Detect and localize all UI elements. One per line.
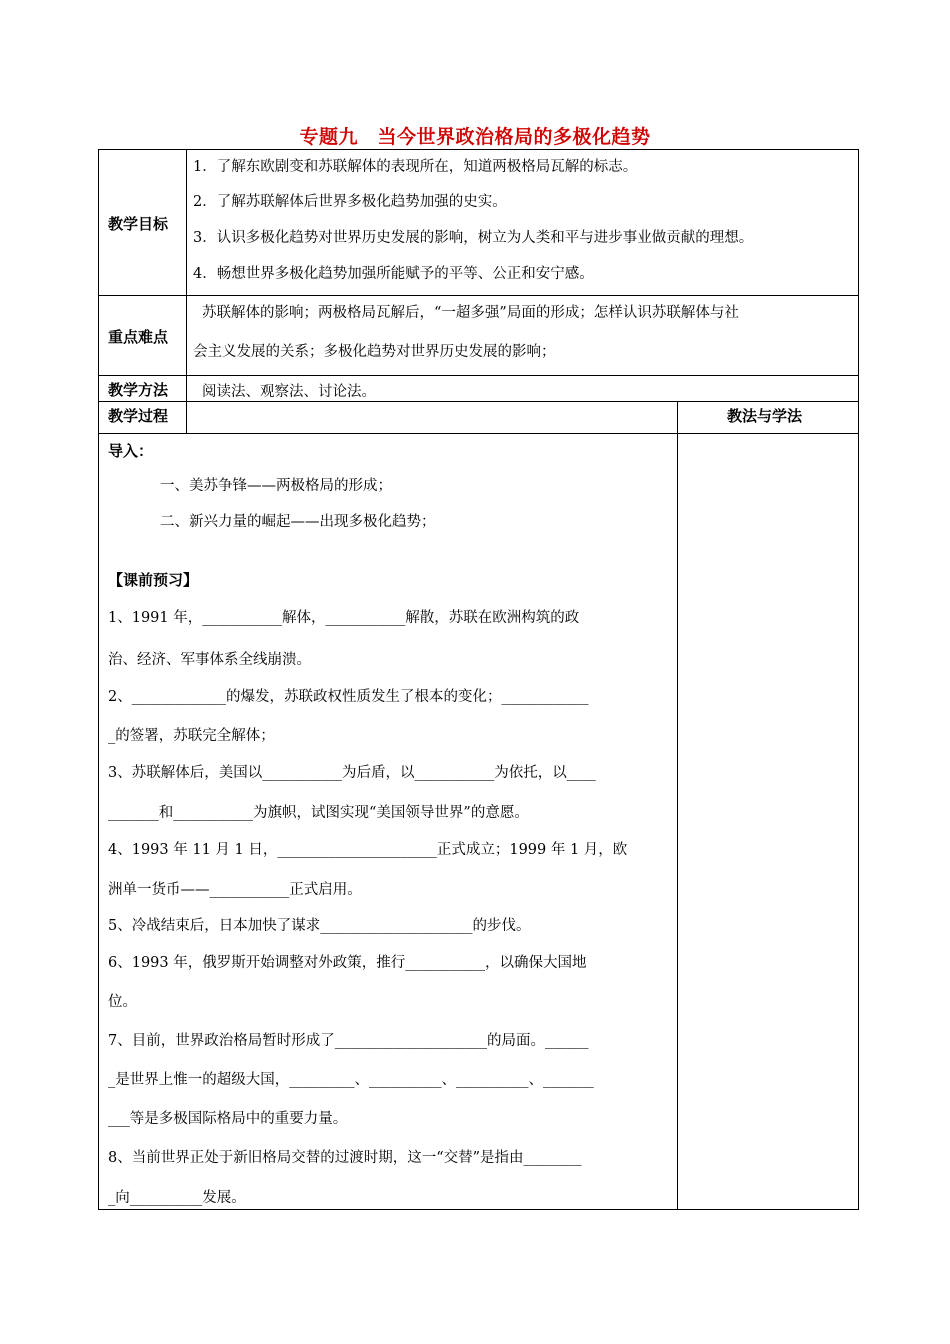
preview-line: 1、1991 年，___________解体，___________解散，苏联在欧洲构筑的政 xyxy=(108,610,580,626)
process-label: 教学过程 xyxy=(108,407,169,425)
preview-line: 6、1993 年，俄罗斯开始调整对外政策，推行___________，以确保大国地 xyxy=(108,955,587,971)
preview-line: 8、当前世界正处于新旧格局交替的过渡时期，这一“交替”是指由________ xyxy=(108,1150,582,1166)
preview-line: ___等是多极国际格局中的重要力量。 xyxy=(108,1111,348,1127)
preview-line: _向__________发展。 xyxy=(108,1190,246,1206)
objective-item: 2．了解苏联解体后世界多极化趋势加强的史实。 xyxy=(193,194,507,210)
methods-text: 阅读法、观察法、讨论法。 xyxy=(202,384,376,400)
key-points-text: 会主义发展的关系；多极化趋势对世界历史发展的影响； xyxy=(193,344,556,360)
methods-label: 教学方法 xyxy=(108,381,169,399)
key-points-label: 重点难点 xyxy=(108,328,169,346)
preview-line: 洲单一货币——___________正式启用。 xyxy=(108,882,362,898)
intro-item: 一、美苏争锋——两极格局的形成； xyxy=(160,478,392,494)
methods-column-header: 教法与学法 xyxy=(727,407,803,425)
preview-line: 位。 xyxy=(108,994,137,1010)
objective-item: 3．认识多极化趋势对世界历史发展的影响，树立为人类和平与进步事业做贡献的理想。 xyxy=(193,230,754,246)
intro-label: 导入： xyxy=(108,442,154,460)
preview-line: 7、目前，世界政治格局暂时形成了_____________________的局面。______ xyxy=(108,1033,589,1049)
preview-label: 【课前预习】 xyxy=(108,571,199,589)
preview-line: 4、1993 年 11 月 1 日，______________________正式成立；1999 年 1 月，欧 xyxy=(108,842,628,858)
preview-line: _______和___________为旗帜，试图实现“美国领导世界”的意愿。 xyxy=(108,805,529,821)
preview-line: _的签署，苏联完全解体； xyxy=(108,728,275,744)
key-points-text: 苏联解体的影响；两极格局瓦解后，“一超多强”局面的形成；怎样认识苏联解体与社 xyxy=(202,305,739,321)
document-title: 专题九 当今世界政治格局的多极化趋势 xyxy=(299,126,651,148)
preview-line: _是世界上惟一的超级大国，_________、__________、__________、_______ xyxy=(108,1072,594,1088)
preview-line: 2、_____________的爆发，苏联政权性质发生了根本的变化；____________ xyxy=(108,689,589,705)
preview-line: 治、经济、军事体系全线崩溃。 xyxy=(108,652,311,668)
intro-item: 二、新兴力量的崛起——出现多极化趋势； xyxy=(160,514,436,530)
preview-line: 5、冷战结束后，日本加快了谋求_____________________的步伐。 xyxy=(108,918,531,934)
objective-item: 4．畅想世界多极化趋势加强所能赋予的平等、公正和安宁感。 xyxy=(193,266,594,282)
objective-item: 1．了解东欧剧变和苏联解体的表现所在，知道两极格局瓦解的标志。 xyxy=(193,159,638,175)
objectives-label: 教学目标 xyxy=(108,215,169,233)
preview-line: 3、苏联解体后，美国以___________为后盾，以___________为依托，以____ xyxy=(108,765,596,781)
